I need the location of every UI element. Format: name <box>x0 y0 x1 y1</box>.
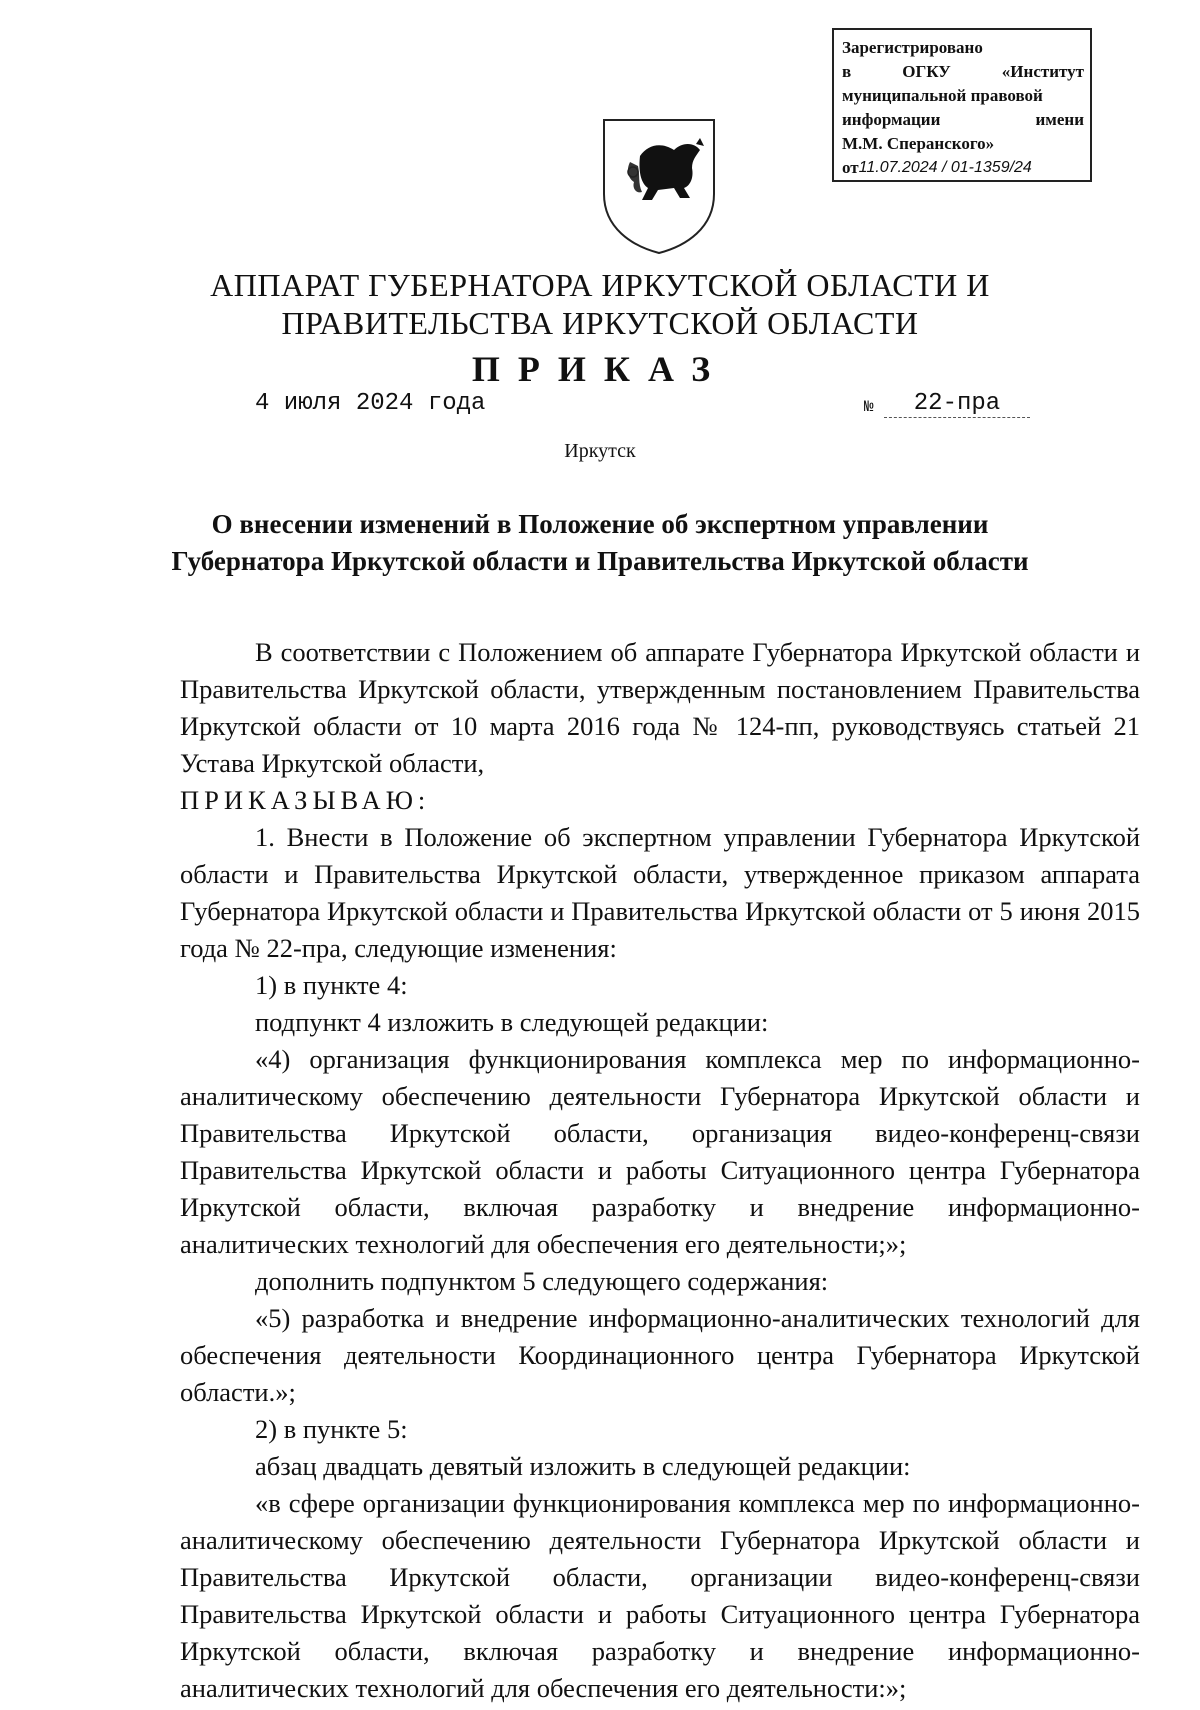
stamp-text: «Институт <box>1001 62 1084 81</box>
stamp-registration-number: 11.07.2024 / 01-1359/24 <box>859 156 1032 181</box>
stamp-line-1 <box>842 36 1084 60</box>
stamp-line-5 <box>842 132 1084 156</box>
organization-name-line-1: АППАРАТ ГУБЕРНАТОРА ИРКУТСКОЙ ОБЛАСТИ И <box>210 267 990 303</box>
document-body <box>180 634 1140 1707</box>
paragraph-instruction: подпункт 4 изложить в следующей редакции: <box>255 1007 769 1037</box>
paragraph-subitem-2: 2) в пункте 5: <box>255 1414 408 1444</box>
paragraph-quote-5: «5) разработка и внедрение информационно-аналитических технологий для обеспечения деятельности Координационного центра Губернатора Иркутской области.»; <box>180 1303 1140 1407</box>
paragraph-instruction: дополнить подпунктом 5 следующего содержания: <box>255 1266 829 1296</box>
city: Иркутск <box>564 440 636 462</box>
stamp-text: в <box>842 62 852 81</box>
organization-name-line-2: ПРАВИТЕЛЬСТВА ИРКУТСКОЙ ОБЛАСТИ <box>281 305 919 341</box>
stamp-text: имени <box>1035 110 1084 129</box>
stamp-line-4 <box>842 108 1084 132</box>
number-label: № <box>864 398 874 416</box>
paragraph-order: ПРИКАЗЫВАЮ: <box>180 785 431 815</box>
stamp-prefix: от <box>842 158 859 177</box>
stamp-line-2 <box>842 60 1084 84</box>
paragraph-subitem-1: 1) в пункте 4: <box>255 970 408 1000</box>
document-date: 4 июля 2024 года <box>255 390 486 417</box>
document-type: ПРИКАЗ <box>471 349 729 389</box>
paragraph-preamble: В соответствии с Положением об аппарате Губернатора Иркутской области и Правительства Иркутской области, утвержденным постановлением Правительства Иркутской области от 10 марта 2016 года № 124-пп, руководствуясь статьей 21 Устава Иркутской области, <box>180 637 1140 778</box>
stamp-text: М.М. Сперанского» <box>842 134 995 153</box>
coat-of-arms-icon <box>600 116 718 256</box>
paragraph-quote-4: «4) организация функционирования комплекса мер по информационно-аналитическому обеспечению деятельности Губернатора Иркутской области и Правительства Иркутской области, организация видео-конференц-связи Правительства Иркутской области и работы Ситуационного центра Губернатора Иркутской области, включая разработку и внедрение информационно-аналитических технологий для обеспечения его деятельности;»; <box>180 1044 1140 1259</box>
registration-stamp <box>832 28 1092 182</box>
stamp-text: ОГКУ <box>902 62 951 81</box>
stamp-reg-row <box>842 156 1084 181</box>
stamp-text: Зарегистрировано <box>842 38 983 57</box>
paragraph-instruction: абзац двадцать девятый изложить в следующей редакции: <box>255 1451 911 1481</box>
paragraph-item-1: 1. Внести в Положение об экспертном управлении Губернатора Иркутской области и Правительства Иркутской области, утвержденное приказом аппарата Губернатора Иркутской области и Правительства Иркутской области от 5 июня 2015 года № 22-пра, следующие изменения: <box>180 822 1140 963</box>
document-title-line-2: Губернатора Иркутской области и Правительства Иркутской области <box>171 546 1029 576</box>
stamp-text: муниципальной правовой <box>842 86 1043 105</box>
paragraph-quote-29: «в сфере организации функционирования комплекса мер по информационно-аналитическому обеспечению деятельности Губернатора Иркутской области и Правительства Иркутской области, организации видео-конференц-связи Правительства Иркутской области и работы Ситуационного центра Губернатора Иркутской области, включая разработку и внедрение информационно-аналитических технологий для обеспечения его деятельности:»; <box>180 1488 1140 1703</box>
document-number: 22-пра <box>884 390 1030 418</box>
document-title-line-1: О внесении изменений в Положение об экспертном управлении <box>211 509 989 539</box>
stamp-line-3 <box>842 84 1084 108</box>
stamp-text: информации <box>842 110 941 129</box>
